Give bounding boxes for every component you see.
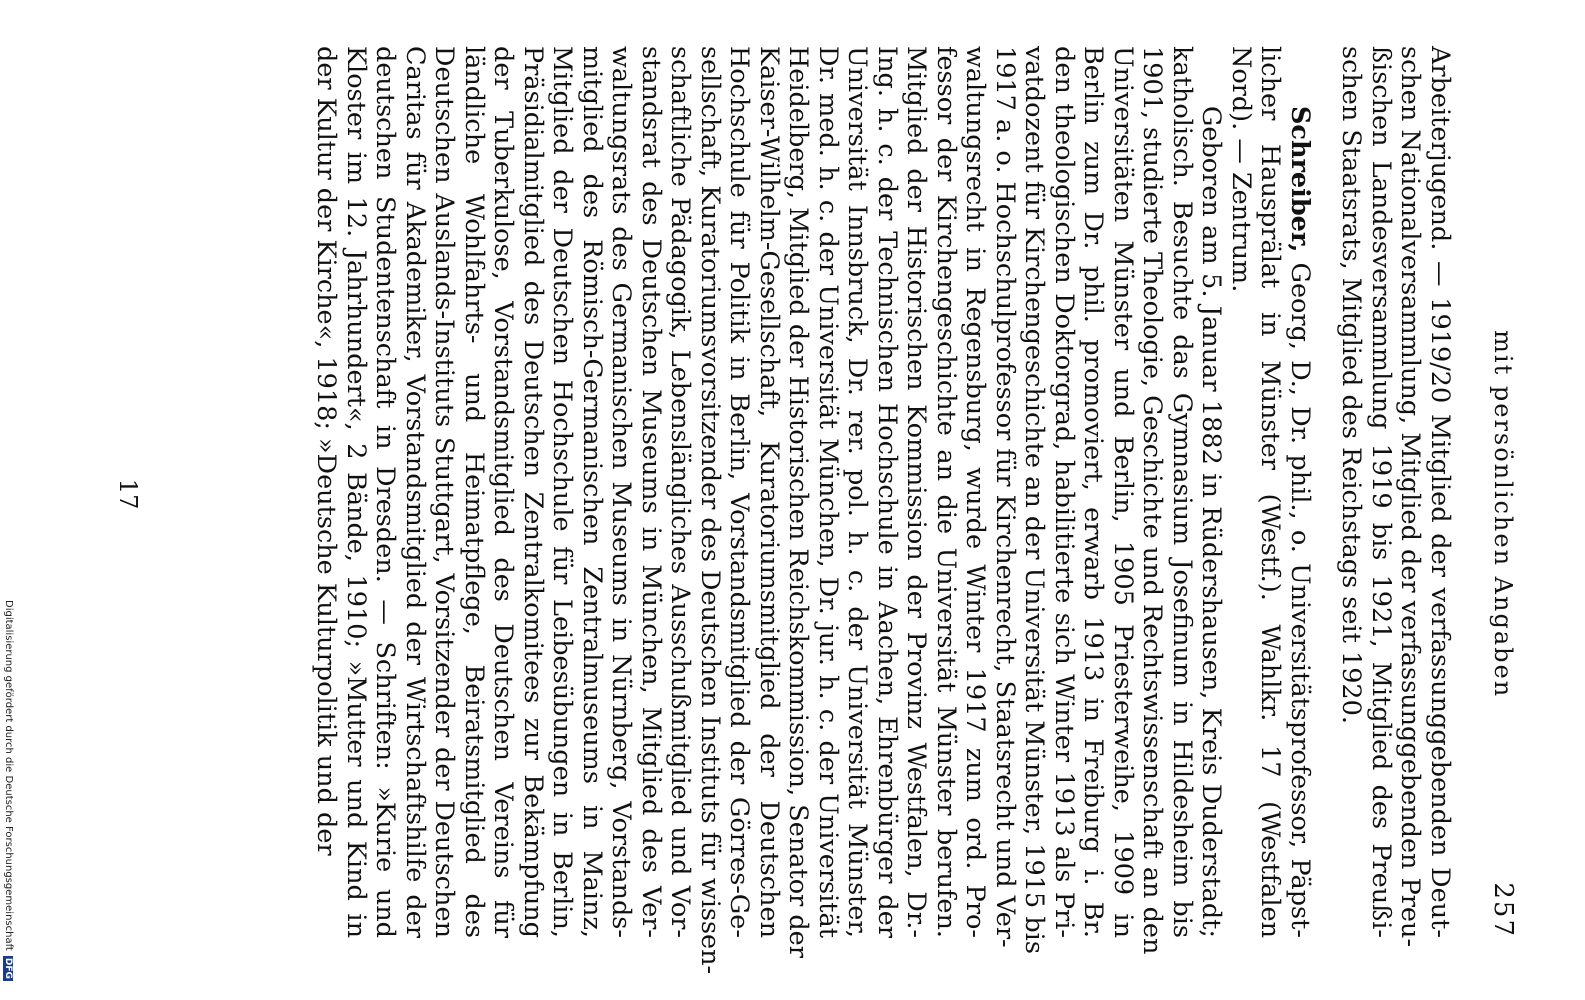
text-line: 1917 a. o. Hochschulprofessor für Kirchenrecht, Staatsrecht und Ver- (990, 46, 1020, 948)
text-line: katholisch. Besuchte das Gymnasium Josefinum in Hildesheim bis (1167, 46, 1197, 938)
text-line: mitglied des Römisch-Germanischen Zentralmuseums in Mainz, (577, 46, 607, 938)
text-line: Universitäten Münster und Berlin, 1905 Priesterweihe, 1909 in (1108, 46, 1138, 938)
dfg-credit-strip (0, 0, 22, 1000)
text-line: 1901, studierte Theologie, Geschichte und Rechtswissenschaft an den (1137, 46, 1168, 955)
biography-text (311, 46, 1227, 975)
text-line: schen Staatsrats, Mitglied des Reichstags seit 1920. (1336, 46, 1367, 724)
text-line: Kaiser-Wilhelm-Gesellschaft, Kuratoriumsmitglied der Deutschen (754, 46, 784, 938)
text-line: Dr. med. h. c. der Universität München, Dr. jur. h. c. der Universität (813, 46, 843, 938)
text-line: licher Hausprälat in Münster (Westf.). Wahlkr. 17 (Westfalen (1255, 46, 1286, 938)
text-line: waltungsrats des Germanischen Museums in Nürnberg, Vorstands- (606, 46, 637, 938)
entry-name: Schreiber, (1285, 106, 1315, 253)
continuation-paragraph (1336, 46, 1455, 948)
running-title: mit persönlichen Angaben (1489, 330, 1517, 699)
text-line: standsrat des Deutschen Museums in München, Mitglied des Ver- (636, 46, 666, 938)
text-line: der Kultur der Kirche«, 1918; »Deutsche Kulturpolitik und der (311, 46, 342, 856)
text-line: ländliche Wohlfahrts- und Heimatpflege, Beiratsmitglied des (459, 46, 489, 938)
text-line: sellschaft, Kuratoriumsvorsitzender des Deutschen Instituts für wissen- (695, 46, 725, 975)
text-line: Kloster im 12. Jahrhundert«, 2 Bände, 1910; »Mutter und Kind in (341, 46, 371, 938)
rotated-page-content (90, 18, 1540, 978)
text-line: den theologischen Doktorgrad, habilitierte sich Winter 1913 als Pri- (1049, 46, 1079, 938)
text-line: Arbeiterjugend. — 1919/20 Mitglied der verfassunggebenden Deut- (1425, 46, 1455, 938)
dfg-credit (3, 600, 14, 981)
running-header (1488, 46, 1518, 938)
text-line: der Tuberkulose, Vorstandsmitglied des Deutschen Vereins für (488, 46, 519, 938)
text-line: Hochschule für Politik in Berlin, Vorstandsmitglied der Görres-Ge- (724, 46, 755, 938)
text-line: ßischen Landesversammlung 1919 bis 1921, Mitglied des Preußi- (1366, 46, 1396, 938)
page-number: 257 (1488, 882, 1518, 938)
text-line: deutschen Studentenschaft in Dresden. — Schriften: »Kurie und (370, 46, 401, 938)
text-line: Universität Innsbruck, Dr. rer. pol. h. c. der Universität Münster, (842, 46, 873, 938)
text-line: Deutschen Auslands-Instituts Stuttgart, Vorsitzender der Deutschen (429, 46, 460, 938)
text-line: Geboren am 5. Januar 1882 in Rüdershausen, Kreis Duderstadt; (1196, 106, 1227, 938)
text-line: Präsidialmitglied des Deutschen Zentralkomitees zur Bekämpfung (518, 46, 548, 938)
biography-entry-header (1226, 46, 1315, 938)
text-line: Caritas für Akademiker, Vorstandsmitglied der Wirtschaftshilfe der (400, 46, 430, 938)
text-line: fessor der Kirchengeschichte an die Universität Münster berufen. (931, 46, 961, 938)
dfg-credit-text: Digitalisierung gefördert durch die Deutsche Forschungsgemeinschaft (3, 600, 14, 951)
text-line: Heidelberg, Mitglied der Historischen Reichskommission, Senator der (783, 46, 814, 958)
text-line: Nord). — Zentrum. (1226, 46, 1256, 293)
text-line: Berlin zum Dr. phil. promoviert, erwarb 1913 in Freiburg i. Br. (1078, 46, 1109, 938)
dfg-logo: DFG (3, 957, 13, 979)
scanned-page (90, 18, 1540, 978)
text-line: vatdozent für Kirchengeschichte an der Universität Münster, 1915 bis (1019, 46, 1050, 954)
text-line: Mitglied der Historischen Kommission der Provinz Westfalen, Dr.- (901, 46, 932, 938)
entry-text: Georg, D., Dr. phil., o. Universitätsprofessor, Päpst- (1285, 262, 1315, 939)
text-line: waltungsrecht in Regensburg, wurde Winter 1917 zum ord. Pro- (960, 46, 991, 938)
text-line (1285, 46, 1315, 938)
signature-mark: 17 (114, 478, 142, 510)
text-line: Mitglied der Deutschen Hochschule für Leibesübungen in Berlin, (547, 46, 578, 938)
text-line: Ing. h. c. der Technischen Hochschule in Aachen, Ehrenbürger der (872, 46, 902, 938)
text-line: schaftliche Pädagogik, Lebenslängliches Ausschußmitglied und Vor- (665, 46, 696, 938)
text-line: schen Nationalversammlung, Mitglied der verfassunggebenden Preu- (1395, 46, 1426, 948)
